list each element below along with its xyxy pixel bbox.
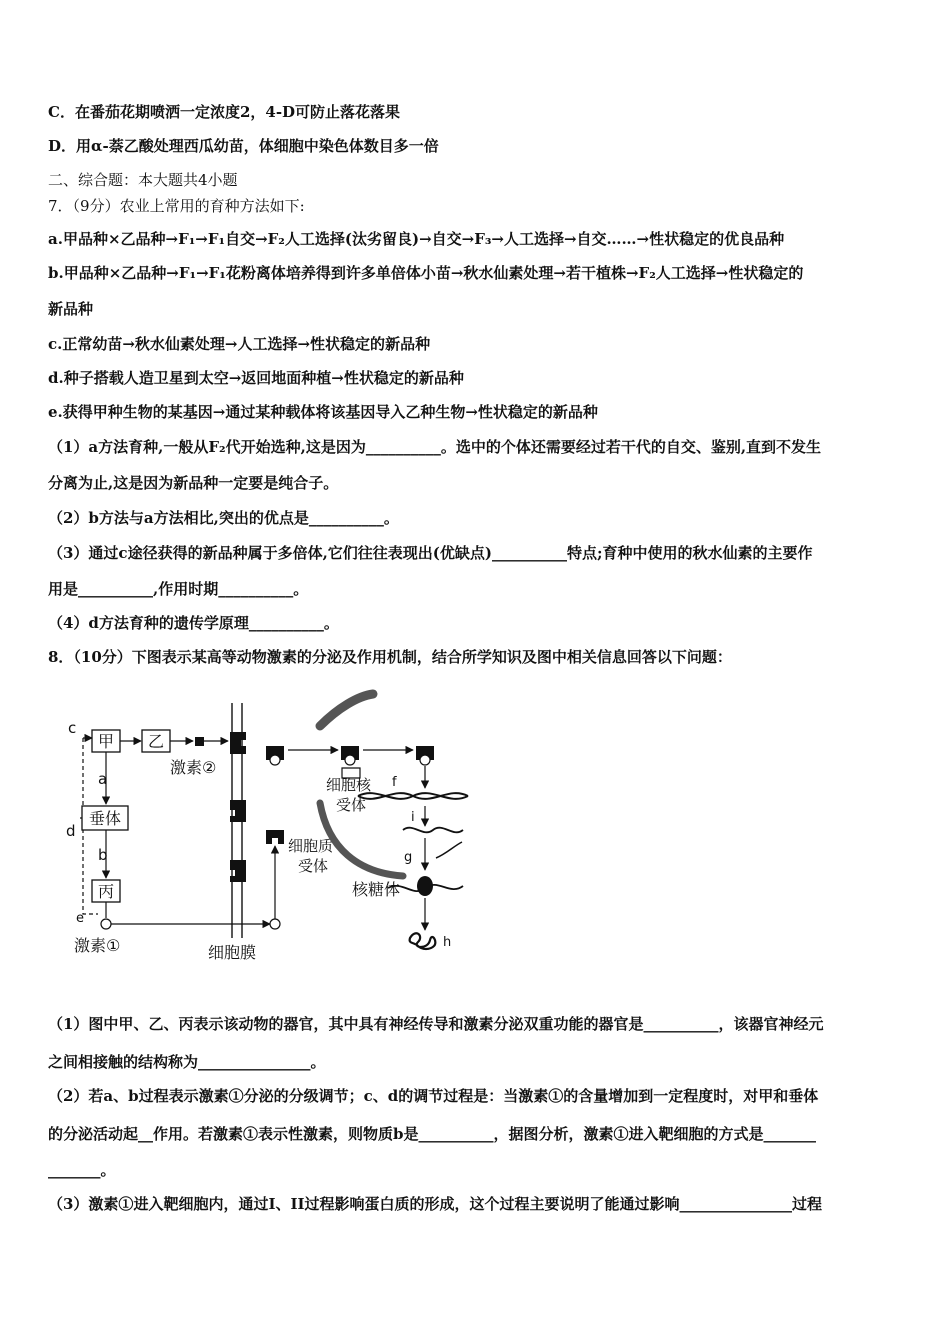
cyto-receptor-label-1: 细胞质 — [288, 837, 334, 855]
membrane-receptor-1 — [230, 732, 246, 754]
mrna-fragment — [436, 842, 462, 858]
nuclear-receptor-label-1: 细胞核 — [326, 776, 372, 794]
q7-method-d: d.种子搭载人造卫星到太空→返回地面种植→性状稳定的新品种 — [48, 369, 464, 387]
label-b: b — [98, 846, 108, 864]
mrna — [403, 828, 463, 833]
q7-method-a: a.甲品种×乙品种→F₁→F₁自交→F₂人工选择(汰劣留良)→自交→F₃→人工选择→自交……→性状稳定的优良品种 — [48, 230, 785, 248]
q7-method-b-line2: 新品种 — [48, 300, 94, 318]
label-c: c — [68, 719, 77, 737]
organ-chuiti-label: 垂体 — [88, 809, 122, 828]
option-c: C．在番茄花期喷洒一定浓度2，4-D可防止落花落果 — [48, 103, 401, 121]
protein-h — [410, 933, 436, 949]
q8-sub2-line1: （2）若a、b过程表示激素①分泌的分级调节；c、d的调节过程是：当激素①的含量增加到一定程度时，对甲和垂体 — [48, 1087, 819, 1105]
complex-hormone-3 — [420, 755, 430, 765]
q8-sub1-line1: （1）图中甲、乙、丙表示该动物的器官，其中具有神经传导和激素分泌双重功能的器官是__________，该器官神经元 — [48, 1015, 824, 1033]
nuclear-envelope-upper — [320, 694, 373, 726]
q7-sub1-line2: 分离为止,这是因为新品种一定要是纯合子。 — [48, 474, 339, 492]
hormone2-mark — [195, 737, 204, 746]
organ-jia-label: 甲 — [97, 732, 115, 751]
hormone1-label: 激素① — [74, 936, 121, 955]
label-h: h — [443, 935, 452, 950]
q8-sub1-line2: 之间相接触的结构称为_______________。 — [48, 1053, 326, 1071]
q7-method-c: c.正常幼苗→秋水仙素处理→人工选择→性状稳定的新品种 — [48, 335, 431, 353]
q7-method-e: e.获得甲种生物的某基因→通过某种载体将该基因导入乙种生物→性状稳定的新品种 — [48, 403, 598, 421]
q7-method-b-line1: b.甲品种×乙品种→F₁→F₁花粉离体培养得到许多单倍体小苗→秋水仙素处理→若干植株→F₂人工选择→性状稳定的 — [48, 264, 804, 282]
q8-sub3: （3）激素①进入靶细胞内，通过I、II过程影响蛋白质的形成，这个过程主要说明了能通过影响_______________过程 — [48, 1195, 822, 1213]
question-7-stem: 7．（9分）农业上常用的育种方法如下: — [48, 197, 305, 215]
organ-bing-label: 丙 — [97, 882, 115, 901]
q7-sub4: （4）d方法育种的遗传学原理__________。 — [48, 614, 339, 632]
label-e: e — [76, 911, 84, 926]
label-f: f — [392, 775, 397, 790]
complex-hormone-1 — [270, 755, 280, 765]
organ-yi-label: 乙 — [147, 732, 165, 751]
question-8-stem: 8．（10分）下图表示某高等动物激素的分泌及作用机制，结合所学知识及图中相关信息回答以下问题： — [48, 648, 732, 666]
q7-sub3-line1: （3）通过c途径获得的新品种属于多倍体,它们往往表现出(优缺点)__________特点;育种中使用的秋水仙素的主要作 — [48, 544, 813, 562]
ribosome-label: 核糖体 — [352, 880, 401, 899]
cell-membrane-label: 细胞膜 — [208, 943, 257, 962]
hormone1-inside-mark — [270, 919, 280, 929]
q8-sub2-line2: 的分泌活动起__作用。若激素①表示性激素，则物质b是__________，据图分析，激素①进入靶细胞的方式是_______ — [48, 1125, 816, 1143]
q8-sub2-line3: _______。 — [48, 1161, 116, 1179]
option-d: D．用α-萘乙酸处理西瓜幼苗，体细胞中染色体数目多一倍 — [48, 137, 439, 155]
label-g: g — [404, 850, 413, 865]
cyto-receptor-label-2: 受体 — [298, 857, 329, 875]
nuclear-receptor-label-2: 受体 — [336, 796, 367, 814]
cytoplasmic-receptor — [266, 830, 284, 844]
label-a: a — [98, 770, 108, 788]
label-d: d — [66, 822, 76, 840]
hormone2-label: 激素② — [170, 758, 217, 777]
hormone1-source-mark — [101, 919, 111, 929]
q7-sub3-line2: 用是__________,作用时期__________。 — [48, 580, 309, 598]
ribosome-shape — [417, 876, 433, 896]
hormone-mechanism-diagram — [58, 688, 478, 978]
section-heading: 二、综合题：本大题共4小题 — [48, 171, 238, 189]
complex-hormone-2 — [345, 755, 355, 765]
q7-sub1-line1: （1）a方法育种,一般从F₂代开始选种,这是因为__________。选中的个体还需要经过若干代的自交、鉴别,直到不发生 — [48, 438, 822, 456]
label-i: i — [411, 810, 415, 825]
q7-sub2: （2）b方法与a方法相比,突出的优点是__________。 — [48, 509, 399, 527]
